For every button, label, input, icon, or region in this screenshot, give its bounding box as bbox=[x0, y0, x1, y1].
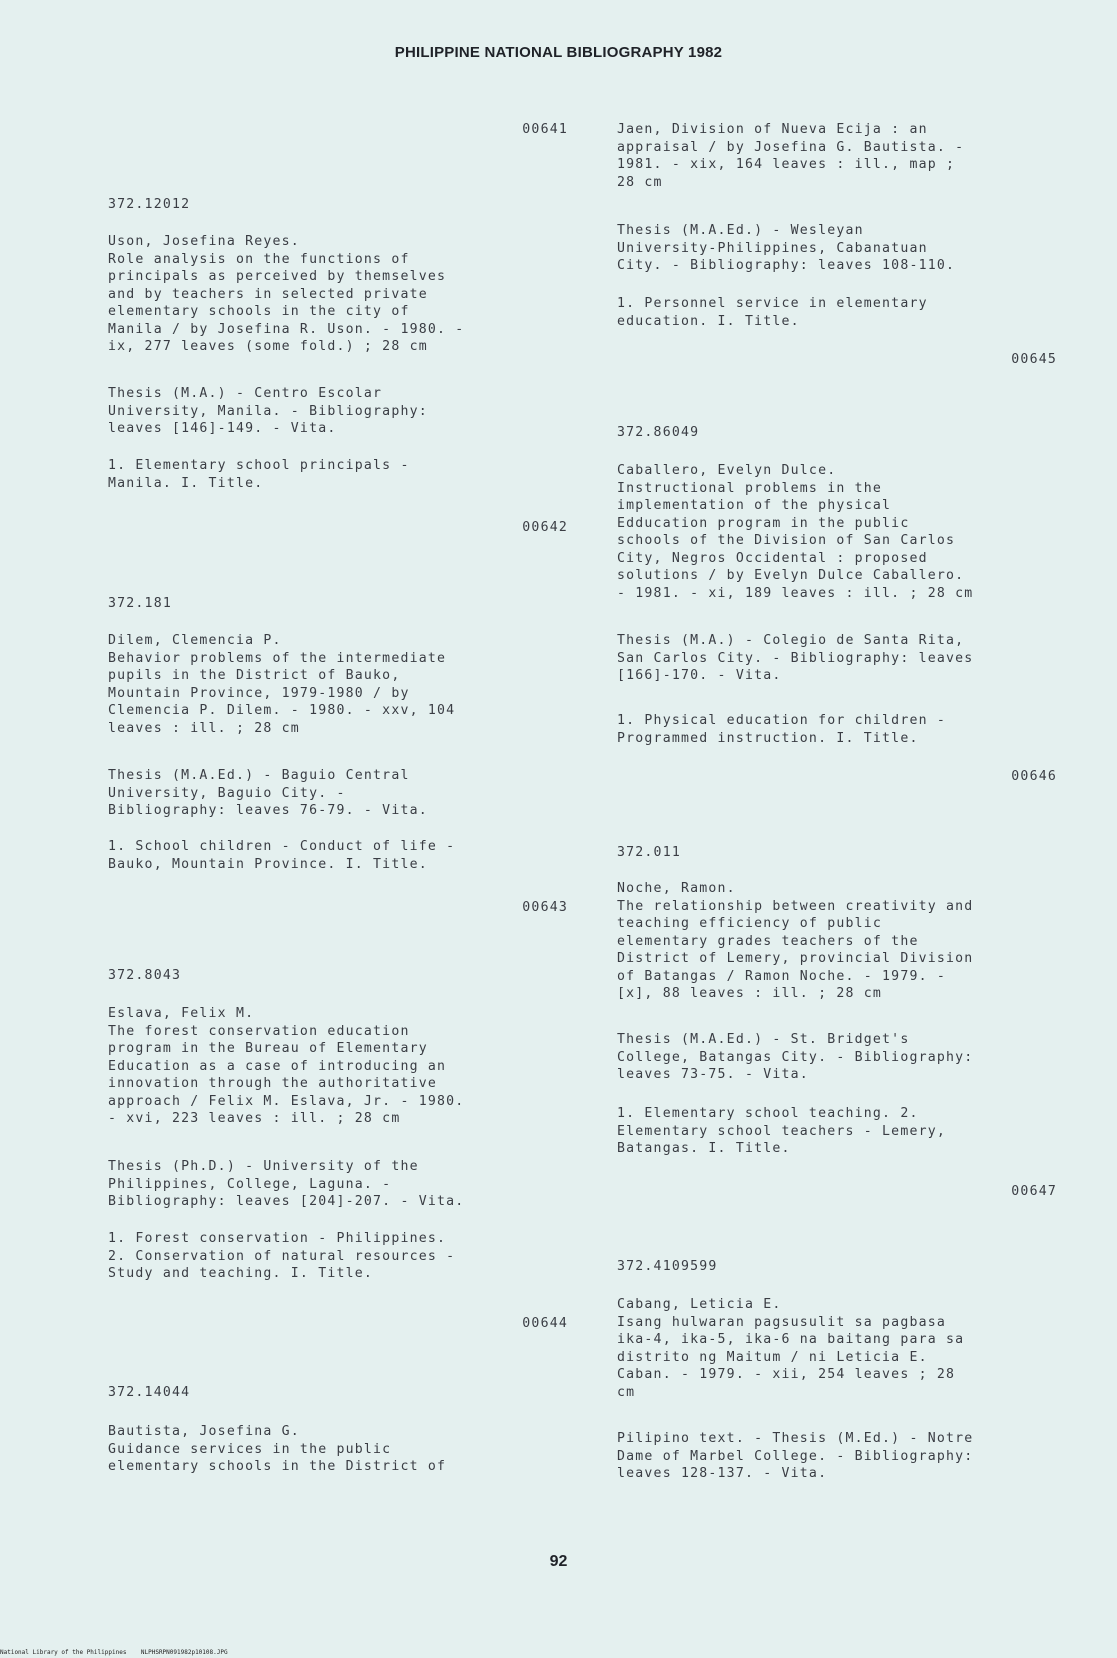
entry-thesis-note: Thesis (Ph.D.) - University of the Philippines, College, Laguna. - Bibliography: leaves [204]-207. - Vita. bbox=[108, 1159, 465, 1209]
entry-description: Bautista, Josefina G. Guidance services in the public elementary schools in the District of bbox=[108, 1424, 447, 1474]
classification-number: 372.12012 bbox=[108, 197, 191, 212]
accession-number: 00641 bbox=[522, 122, 568, 137]
entry-thesis-note: Thesis (M.A.) - Colegio de Santa Rita, San Carlos City. - Bibliography: leaves [166]-170. - Vita. bbox=[617, 633, 974, 683]
classification-number: 372.011 bbox=[617, 845, 681, 860]
entry-thesis-note: Thesis (M.A.Ed.) - Wesleyan University-Philippines, Cabanatuan City. - Bibliography: leaves 108-110. bbox=[617, 223, 956, 273]
scan-footer: National Library of the Philippines NLPHSRPN091982p10108.JPG bbox=[0, 1649, 228, 1656]
accession-number: 00645 bbox=[1011, 352, 1057, 367]
classification-number: 372.4109599 bbox=[617, 1259, 718, 1274]
entry-thesis-note: Thesis (M.A.) - Centro Escolar University, Manila. - Bibliography: leaves [146]-149. - Vita. bbox=[108, 386, 428, 436]
entry-description: Caballero, Evelyn Dulce. Instructional problems in the implementation of the physical Edducation program in the public schools of the Division of San Carlos City, Negros Occidental : proposed solutions / by Evelyn Dulce Caballero. - 1981. - xi, 189 leaves : ill. ; 28 cm bbox=[617, 463, 974, 601]
accession-number: 00644 bbox=[522, 1316, 568, 1331]
entry-subjects: 1. Physical education for children - Programmed instruction. I. Title. bbox=[617, 713, 947, 746]
entry-thesis-note: Pilipino text. - Thesis (M.Ed.) - Notre Dame of Marbel College. - Bibliography: leaves 128-137. - Vita. bbox=[617, 1431, 974, 1481]
accession-number: 00642 bbox=[522, 520, 568, 535]
entry-subjects: 1. Elementary school teaching. 2. Elementary school teachers - Lemery, Batangas. I. Title. bbox=[617, 1106, 947, 1156]
accession-number: 00646 bbox=[1011, 769, 1057, 784]
page-number: 92 bbox=[549, 1553, 568, 1570]
entry-description-continued: Jaen, Division of Nueva Ecija : an appraisal / by Josefina G. Bautista. - 1981. - xix, 164 leaves : ill., map ; 28 cm bbox=[617, 122, 965, 190]
entry-description: Dilem, Clemencia P. Behavior problems of the intermediate pupils in the District of Bauko, Mountain Province, 1979-1980 / by Clemencia P. Dilem. - 1980. - xxv, 104 leaves : ill. ; 28 cm bbox=[108, 633, 456, 736]
entry-description: Uson, Josefina Reyes. Role analysis on the functions of principals as perceived by themselves and by teachers in selected private elementary schools in the city of Manila / by Josefina R. Uson. - 1980. - ix, 277 leaves (some fold.) ; 28 cm bbox=[108, 234, 465, 354]
entry-description: Noche, Ramon. The relationship between creativity and teaching efficiency of public elementary grades teachers of the District of Lemery, provincial Division of Batangas / Ramon Noche. - 1979. - [x], 88 leaves : ill. ; 28 cm bbox=[617, 881, 974, 1001]
classification-number: 372.8043 bbox=[108, 968, 182, 983]
entry-subjects: 1. Forest conservation - Philippines. 2. Conservation of natural resources - Study and teaching. I. Title. bbox=[108, 1231, 456, 1281]
entry-subjects: 1. Elementary school principals - Manila. I. Title. bbox=[108, 458, 410, 491]
classification-number: 372.14044 bbox=[108, 1385, 191, 1400]
classification-number: 372.181 bbox=[108, 596, 172, 611]
accession-number: 00643 bbox=[522, 900, 568, 915]
entry-thesis-note: Thesis (M.A.Ed.) - St. Bridget's College, Batangas City. - Bibliography: leaves 73-75. - Vita. bbox=[617, 1032, 974, 1082]
classification-number: 372.86049 bbox=[617, 425, 700, 440]
entry-description: Cabang, Leticia E. Isang hulwaran pagsusulit sa pagbasa ika-4, ika-5, ika-6 na baitang para sa distrito ng Maitum / ni Leticia E. Caban. - 1979. - xii, 254 leaves ; 28 cm bbox=[617, 1297, 965, 1400]
entry-subjects: 1. School children - Conduct of life - Bauko, Mountain Province. I. Title. bbox=[108, 839, 456, 872]
entry-thesis-note: Thesis (M.A.Ed.) - Baguio Central University, Baguio City. - Bibliography: leaves 76-79. - Vita. bbox=[108, 768, 428, 818]
entry-subjects: 1. Personnel service in elementary education. I. Title. bbox=[617, 296, 928, 329]
accession-number: 00647 bbox=[1011, 1184, 1057, 1199]
page-header: PHILIPPINE NATIONAL BIBLIOGRAPHY 1982 bbox=[394, 44, 723, 61]
entry-description: Eslava, Felix M. The forest conservation education program in the Bureau of Elementary Education as a case of introducing an innovation through the authoritative approach / Felix M. Eslava, Jr. - 1980. - xvi, 223 leaves : ill. ; 28 cm bbox=[108, 1006, 465, 1126]
